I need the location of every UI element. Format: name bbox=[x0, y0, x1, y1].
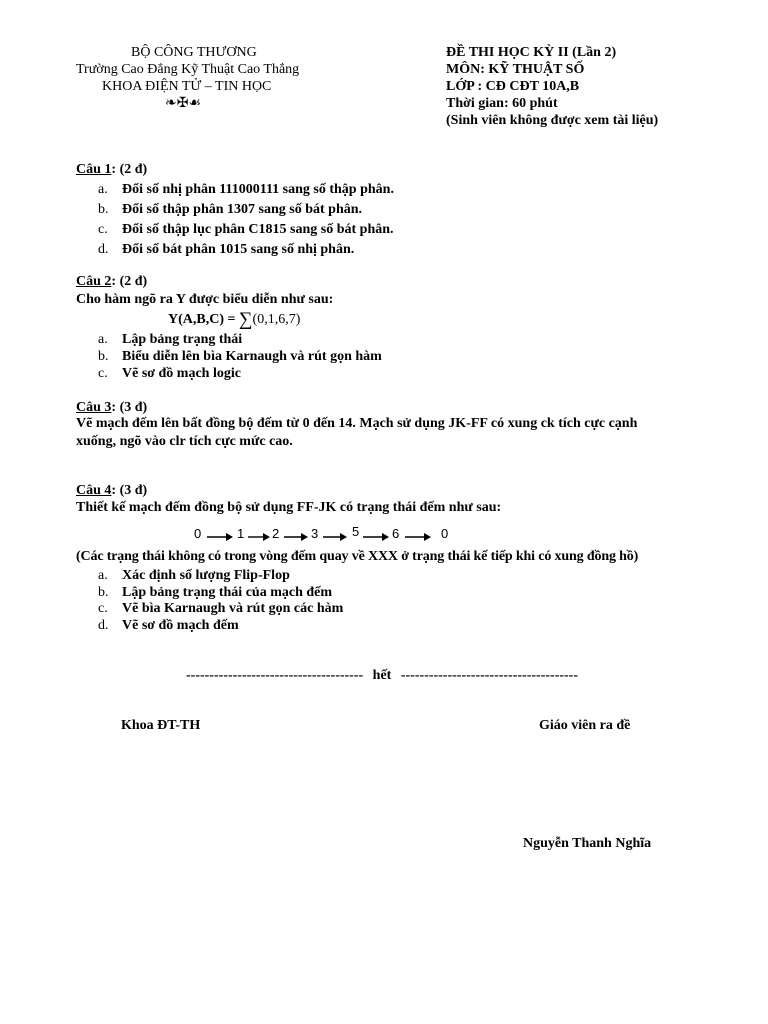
item-letter: a. bbox=[98, 568, 108, 583]
state-2: 2 bbox=[272, 526, 280, 541]
arrow-right-icon bbox=[207, 533, 233, 541]
sum-symbol-icon: ∑ bbox=[238, 309, 253, 330]
exam-note: (Sinh viên không được xem tài liệu) bbox=[446, 113, 659, 128]
state-1: 1 bbox=[237, 526, 245, 541]
state-6: 6 bbox=[392, 526, 400, 541]
state-3: 3 bbox=[311, 526, 319, 541]
q3-line1: Vẽ mạch đếm lên bất đồng bộ đếm từ 0 đến 14. Mạch sử dụng JK-FF có xung ck tích cực cạnh bbox=[76, 416, 638, 431]
item-letter: b. bbox=[98, 349, 109, 364]
item-letter: a. bbox=[98, 182, 108, 197]
q2-heading bbox=[76, 274, 147, 290]
item-text: Đổi số thập phân 1307 sang số bát phân. bbox=[122, 202, 363, 217]
item-letter: c. bbox=[98, 222, 108, 237]
signature-teacher-name: Nguyễn Thanh Nghĩa bbox=[523, 836, 652, 851]
arrow-right-icon bbox=[405, 533, 431, 541]
q4-heading bbox=[76, 483, 147, 499]
arrow-right-icon bbox=[323, 533, 347, 541]
q2-intro: Cho hàm ngõ ra Y được biểu diễn như sau: bbox=[76, 292, 334, 307]
end-text: hết bbox=[372, 668, 392, 683]
item-letter: d. bbox=[98, 618, 109, 633]
q1-title: Câu 1 bbox=[76, 162, 112, 177]
item-letter: b. bbox=[98, 585, 109, 600]
q3-title: Câu 3 bbox=[76, 400, 112, 415]
signature-department: Khoa ĐT-TH bbox=[121, 718, 201, 733]
exam-time: Thời gian: 60 phút bbox=[446, 96, 558, 111]
item-text: Lập bảng trạng thái bbox=[122, 332, 243, 347]
item-text: Vẽ sơ đồ mạch logic bbox=[122, 366, 241, 381]
ministry-name: BỘ CÔNG THƯƠNG bbox=[131, 45, 257, 60]
arrow-right-icon bbox=[363, 533, 389, 541]
q2-title: Câu 2 bbox=[76, 274, 112, 289]
q4-note: (Các trạng thái không có trong vòng đếm quay về XXX ở trạng thái kế tiếp khi có xung đồng hồ) bbox=[76, 549, 639, 564]
exam-subject: MÔN: KỸ THUẬT SỐ bbox=[446, 62, 585, 77]
end-divider bbox=[186, 668, 578, 684]
q2-points: : (2 đ) bbox=[111, 274, 148, 289]
item-letter: d. bbox=[98, 242, 109, 257]
q4-title: Câu 4 bbox=[76, 483, 112, 498]
state-0-return: 0 bbox=[441, 526, 449, 541]
q3-heading bbox=[76, 400, 147, 416]
arrow-right-icon bbox=[248, 533, 270, 541]
exam-title: ĐỀ THI HỌC KỲ II (Lần 2) bbox=[446, 45, 617, 60]
item-text: Lập bảng trạng thái của mạch đếm bbox=[122, 585, 333, 600]
item-text: Xác định số lượng Flip-Flop bbox=[122, 568, 290, 583]
item-text: Đổi số thập lục phân C1815 sang số bát phân. bbox=[122, 222, 394, 237]
q4-points: : (3 đ) bbox=[111, 483, 148, 498]
state-5: 5 bbox=[352, 524, 360, 539]
formula-lhs: Y(A,B,C) = bbox=[168, 312, 239, 327]
item-letter: c. bbox=[98, 601, 108, 616]
item-text: Đổi số nhị phân 111000111 sang số thập phân. bbox=[122, 182, 394, 197]
item-letter: c. bbox=[98, 366, 108, 381]
q3-points: : (3 đ) bbox=[111, 400, 148, 415]
ornament-icon: ❧✠☙ bbox=[165, 96, 202, 111]
item-text: Đổi số bát phân 1015 sang số nhị phân. bbox=[122, 242, 355, 257]
item-letter: a. bbox=[98, 332, 108, 347]
signature-teacher-label: Giáo viên ra đề bbox=[539, 718, 631, 733]
state-0: 0 bbox=[194, 526, 202, 541]
q3-line2: xuống, ngõ vào clr tích cực mức cao. bbox=[76, 434, 293, 449]
faculty-name: KHOA ĐIỆN TỬ – TIN HỌC bbox=[102, 79, 272, 94]
item-letter: b. bbox=[98, 202, 109, 217]
item-text: Vẽ sơ đồ mạch đếm bbox=[122, 618, 239, 633]
divider-left: -------------------------------------- bbox=[186, 668, 364, 683]
arrow-right-icon bbox=[284, 533, 308, 541]
item-text: Biểu diễn lên bìa Karnaugh và rút gọn hàm bbox=[122, 349, 382, 364]
q4-intro: Thiết kế mạch đếm đồng bộ sử dụng FF-JK có trạng thái đếm như sau: bbox=[76, 500, 502, 515]
divider-right: -------------------------------------- bbox=[400, 668, 579, 683]
school-name: Trường Cao Đẳng Kỹ Thuật Cao Thắng bbox=[76, 62, 300, 77]
q1-heading bbox=[76, 162, 147, 178]
formula-args: (0,1,6,7) bbox=[252, 312, 301, 327]
item-text: Vẽ bìa Karnaugh và rút gọn các hàm bbox=[122, 601, 344, 616]
q2-formula bbox=[168, 309, 300, 331]
q1-points: : (2 đ) bbox=[111, 162, 148, 177]
exam-class: LỚP : CĐ CĐT 10A,B bbox=[446, 79, 580, 94]
